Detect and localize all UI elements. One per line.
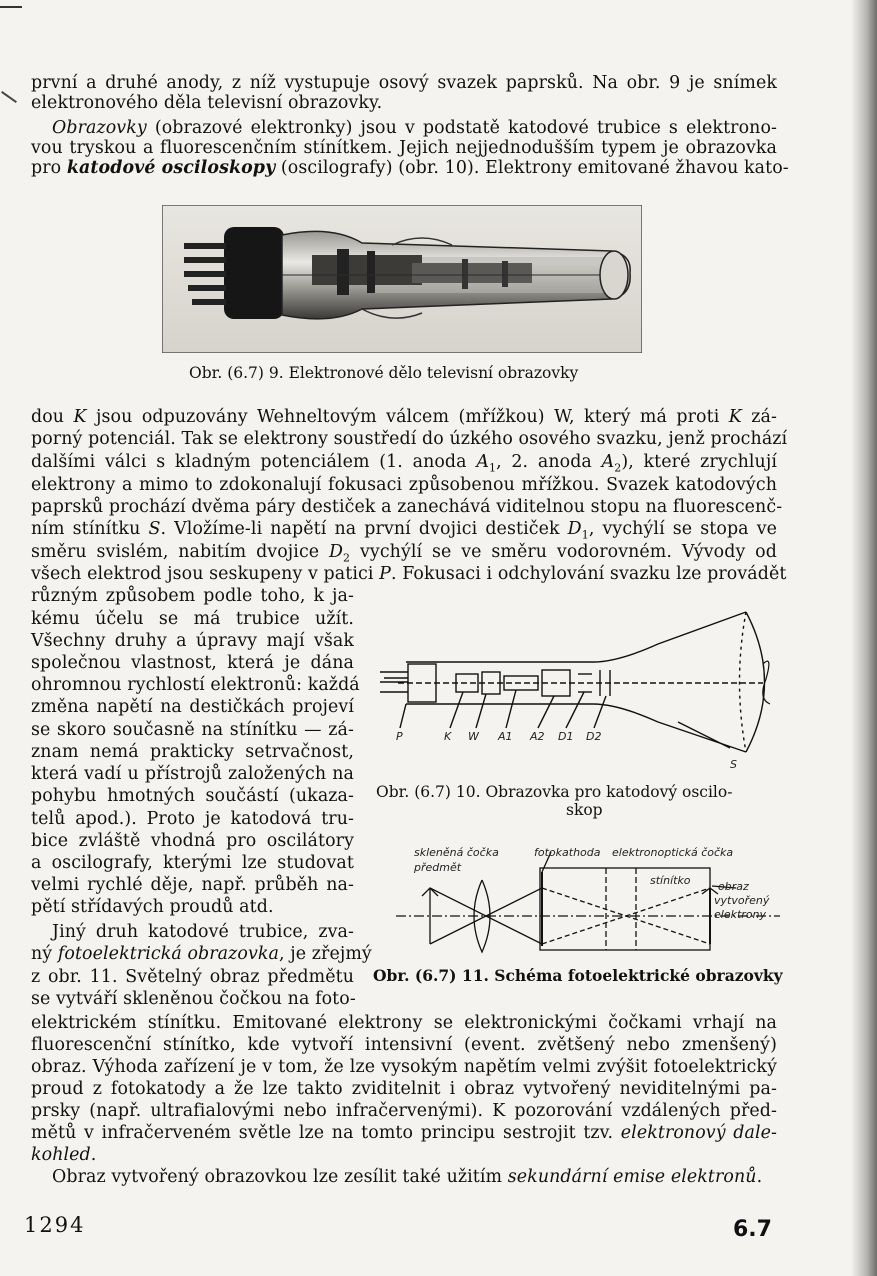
text-line: bice zvláště vhodná pro oscilátory: [31, 831, 354, 851]
text-line: porný potenciál. Tak se elektrony soustředí do úzkého osového svazku, jenž prochází: [31, 429, 788, 449]
text-line: fluorescenční stínítko, kde vytvoří intensivní (event. zvětšený nebo zmenšený): [31, 1035, 777, 1055]
figure-9-photo: [162, 205, 642, 353]
text-line: změna napětí na destičkách projeví: [31, 697, 354, 717]
label-d1: D1: [558, 730, 574, 743]
text-line: vou tryskou a fluorescenčním stínítkem. Jejich nejjednodušším typem je obrazovka: [31, 138, 777, 158]
text-line: ný fotoelektrická obrazovka, je zřejmý: [31, 944, 372, 964]
text-line: znam nemá prakticky setrvačnost,: [31, 742, 354, 762]
label-object: předmět: [414, 861, 462, 874]
text-line: ním stínítku S. Vložíme-li napětí na první dvojici destiček $D_1$, vychýlí se stopa ve: [31, 519, 778, 542]
text-line: Jiný druh katodové trubice, zva-: [52, 922, 354, 942]
text-line: z obr. 11. Světelný obraz předmětu: [31, 967, 354, 987]
figure-11-schema: [396, 838, 780, 960]
label-d2: D2: [586, 730, 602, 743]
label-a2: A2: [530, 730, 545, 743]
scan-mark: [0, 6, 22, 8]
text-line: společnou vlastnost, která je dána: [31, 653, 354, 673]
text-line: Obraz vytvořený obrazovkou lze zesílit také užitím sekundární emise elektronů.: [52, 1167, 763, 1187]
label-image-1: obraz: [718, 880, 749, 893]
text-line: kému účelu se má trubice užít.: [31, 609, 354, 629]
text-line: různým způsobem podle toho, k ja-: [31, 586, 354, 606]
label-s: S: [730, 758, 737, 771]
text-line: pětí střídavých proudů atd.: [31, 897, 274, 917]
text-line: první a druhé anody, z níž vystupuje osový svazek paprsků. Na obr. 9 je snímek: [31, 73, 777, 93]
label-k: K: [444, 730, 452, 743]
text-line: která vadí u přístrojů založených na: [31, 764, 354, 784]
text-line: obraz. Výhoda zařízení je v tom, že lze vysokým napětím velmi zvýšit fotoelektrický: [31, 1057, 777, 1077]
scan-page-edge-shadow: [851, 0, 877, 1276]
text-line: Obrazovky (obrazové elektronky) jsou v podstatě katodové trubice s elektrono-: [52, 118, 777, 138]
text-line: ohromnou rychlostí elektronů: každá: [31, 675, 360, 695]
label-p: P: [396, 730, 403, 743]
text-line: směru svislém, nabitím dvojice $D_2$ vychýlí se ve směru vodorovném. Vývody od: [31, 542, 777, 565]
figure-10-caption-cont: skop: [566, 801, 603, 819]
page-number: 1294: [24, 1213, 86, 1237]
text-line: elektronového děla televisní obrazovky.: [31, 93, 383, 113]
text-line: se skoro současně na stínítku — zá-: [31, 720, 354, 740]
text-line: mětů v infračerveném světle lze na tomto principu sestrojit tzv. elektronový dale-: [31, 1123, 778, 1143]
text-line: elektrony a mimo to zdokonalují fokusaci způsobenou mřížkou. Svazek katodových: [31, 475, 777, 495]
text-line: paprsků prochází dvěma páry destiček a zanechává viditelnou stopu na fluorescenč-: [31, 497, 783, 517]
label-a1: A1: [498, 730, 513, 743]
label-lens: skleněná čočka: [414, 846, 499, 859]
text-line: proud z fotokatody a že lze takto zviditelnit i obraz vytvořený neviditelnými pa-: [31, 1079, 777, 1099]
text-line: a oscilografy, kterými lze studovat: [31, 853, 354, 873]
text-line: pohybu hmotných součástí (ukaza-: [31, 786, 354, 806]
figure-10-crt: [378, 604, 788, 776]
text-line: kohled.: [31, 1145, 97, 1165]
text-line: pro katodové osciloskopy (oscilografy) (obr. 10). Elektrony emitované žhavou kato-: [31, 158, 789, 178]
figure-11-caption: Obr. (6.7) 11. Schéma fotoelektrické obrazovky: [373, 966, 783, 985]
label-image-3: elektrony: [714, 908, 767, 921]
text-line: elektrickém stínítku. Emitované elektrony se elektronickými čočkami vrhají na: [31, 1013, 777, 1033]
scan-mark: [1, 91, 17, 103]
label-photocathode: fotokathoda: [534, 846, 601, 859]
figure-9-caption: Obr. (6.7) 9. Elektronové dělo televisní obrazovky: [189, 364, 579, 382]
text-line: všech elektrod jsou seskupeny v patici P. Fokusaci i odchylování svazku lze provádět: [31, 564, 787, 584]
figure-10-caption: Obr. (6.7) 10. Obrazovka pro katodový oscilo-: [376, 783, 733, 801]
label-image-2: vytvořený: [714, 894, 770, 907]
text-line: dou K jsou odpuzovány Wehneltovým válcem (mřížkou) W, který má proti K zá-: [31, 407, 777, 427]
text-line: se vytváří skleněnou čočkou na foto-: [31, 989, 356, 1009]
text-line: dalšími válci s kladným potenciálem (1. anoda $A_1$, 2. anoda $A_2$), které zrychlují: [31, 452, 777, 475]
label-w: W: [468, 730, 479, 743]
section-number: 6.7: [733, 1217, 772, 1242]
label-electron-lens: elektronoptická čočka: [612, 846, 734, 859]
text-line: telů apod.). Proto je katodová tru-: [31, 809, 354, 829]
text-line: prsky (např. ultrafialovými nebo infračervenými). K pozorování vzdálených před-: [31, 1101, 777, 1121]
label-screen: stínítko: [650, 874, 691, 887]
text-line: velmi rychlé děje, např. průběh na-: [31, 875, 354, 895]
text-line: Všechny druhy a úpravy mají však: [31, 631, 354, 651]
